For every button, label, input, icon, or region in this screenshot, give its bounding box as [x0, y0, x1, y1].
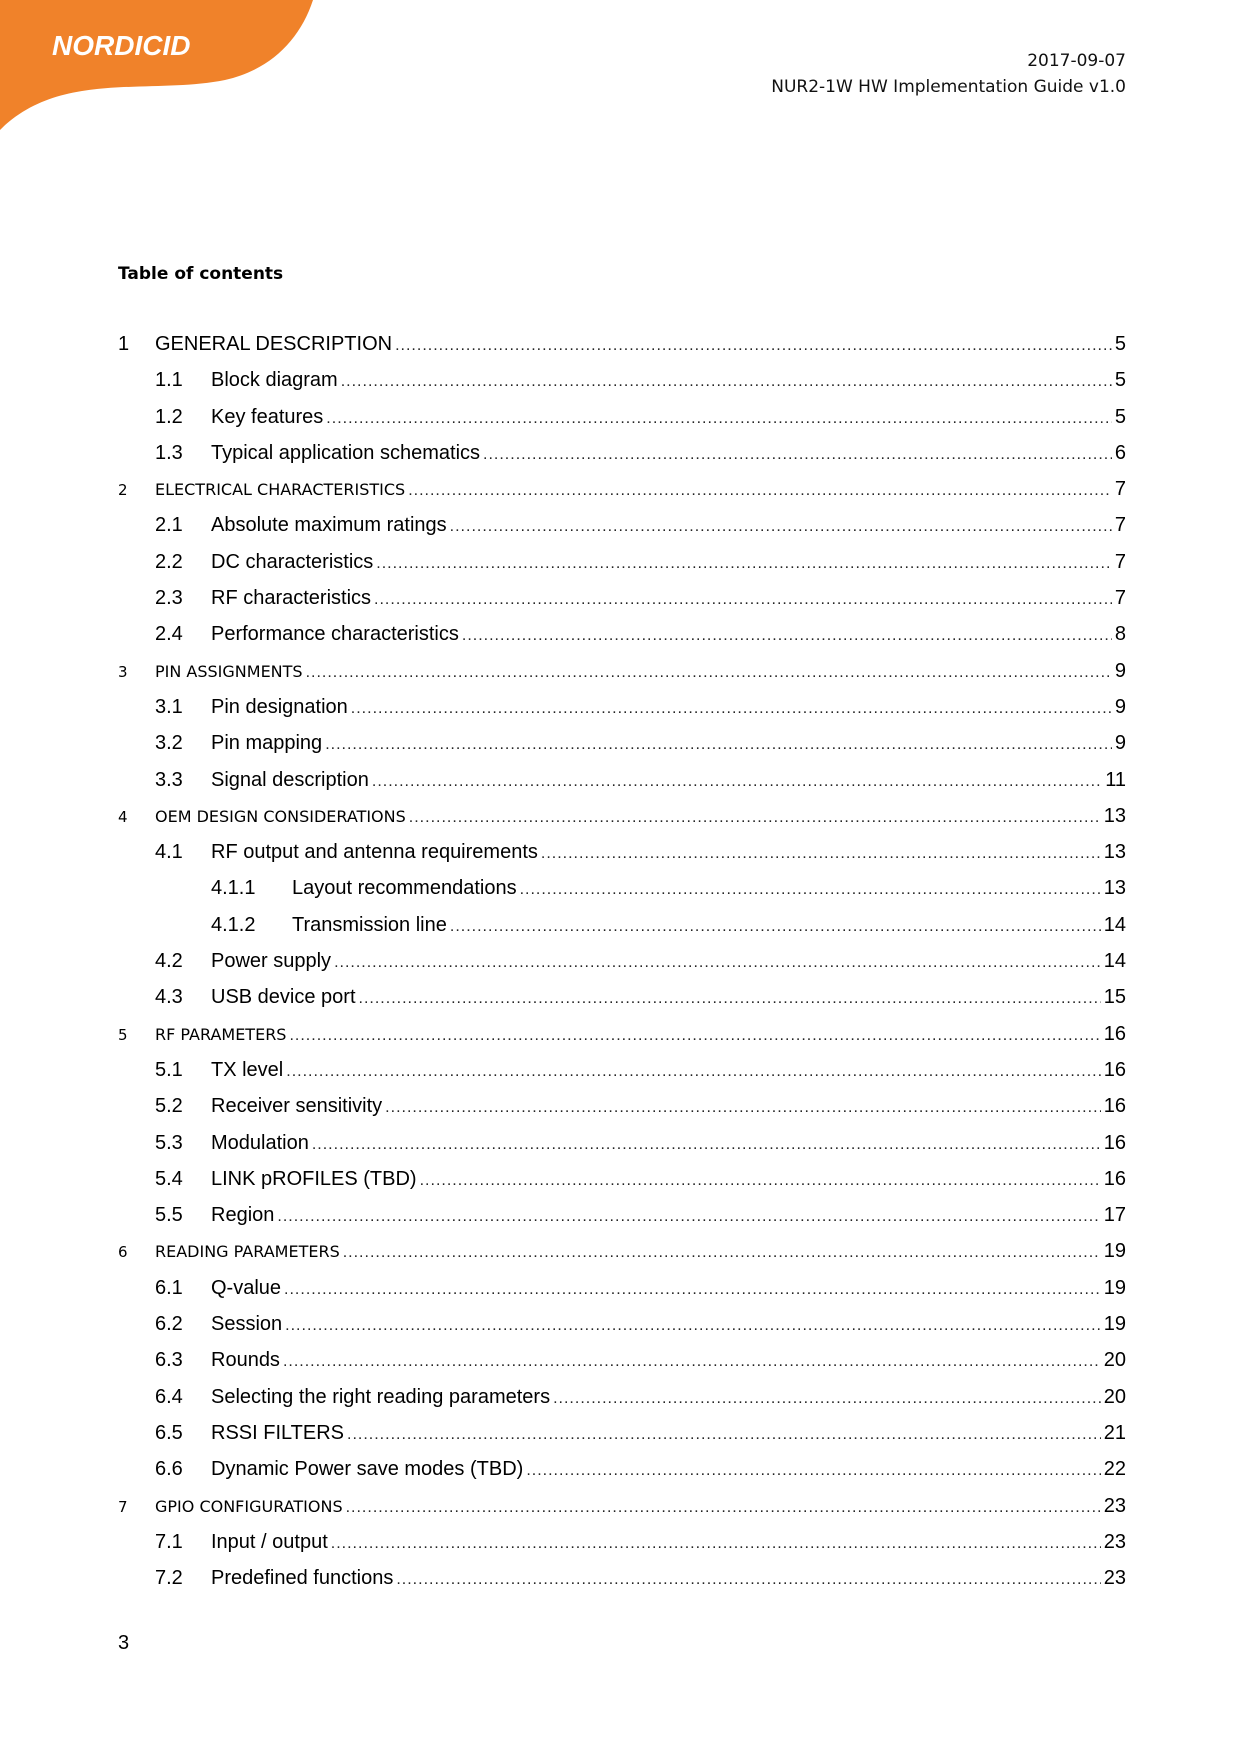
toc-dot-leader [331, 1535, 1101, 1553]
toc-entry-title: Power supply [211, 950, 332, 973]
toc-entry-page: 5 [1114, 333, 1126, 355]
toc-entry-page: 14 [1103, 913, 1126, 936]
toc-dot-leader [450, 918, 1101, 936]
page-number: 3 [118, 1632, 130, 1654]
toc-entry-page: 22 [1103, 1458, 1126, 1481]
toc-entry-title: Transmission line [292, 913, 447, 936]
toc-dot-leader [343, 1244, 1101, 1262]
toc-title: Table of contents [118, 264, 284, 284]
toc-dot-leader [359, 990, 1101, 1008]
toc-entry-number: 2.2 [155, 550, 183, 573]
toc-entry-page: 5 [1114, 405, 1126, 428]
toc-dot-leader [450, 518, 1112, 536]
toc-entry-page: 11 [1105, 768, 1126, 791]
toc-entry[interactable] [118, 1095, 1126, 1131]
toc-entry[interactable] [118, 732, 1126, 768]
toc-entry[interactable] [118, 660, 1126, 696]
nordicid-logo [0, 0, 320, 130]
toc-entry-number: 2.1 [155, 514, 183, 537]
toc-entry-title: USB device port [211, 986, 356, 1009]
toc-entry[interactable] [118, 478, 1126, 514]
toc-entry-number: 4.3 [155, 986, 183, 1009]
toc-entry-title: LINK pROFILES (TBD) [211, 1167, 417, 1190]
toc-entry[interactable] [118, 805, 1126, 841]
toc-entry-number: 5.5 [155, 1204, 183, 1227]
toc-entry-title: Typical application schematics [211, 441, 481, 464]
toc-entry-title: Modulation [211, 1131, 309, 1154]
toc-entry-title: Q-value [211, 1276, 282, 1299]
toc-entry[interactable] [118, 1240, 1126, 1276]
toc-entry-number: 1.3 [155, 441, 183, 464]
toc-entry-title: TX level [211, 1058, 284, 1081]
toc-entry-number: 4.1.2 [211, 913, 256, 936]
toc-entry-title: Signal description [211, 768, 369, 791]
toc-entry-number: 6 [118, 1243, 128, 1262]
toc-entry[interactable] [118, 1386, 1126, 1422]
toc-entry-number: 4.1.1 [211, 877, 256, 900]
toc-entry-page: 20 [1103, 1349, 1126, 1372]
toc-dot-leader [541, 845, 1101, 863]
toc-dot-leader [346, 1499, 1101, 1517]
toc-entry[interactable] [118, 1495, 1126, 1531]
logo-wordmark: NORDICID [52, 30, 191, 61]
toc-entry-number: 4 [118, 807, 128, 826]
toc-entry-page: 19 [1103, 1313, 1126, 1336]
toc-entry-number: 3.1 [155, 695, 183, 718]
toc-entry-number: 5.2 [155, 1095, 183, 1118]
toc-entry-page: 16 [1103, 1058, 1126, 1081]
toc-entry-title: RSSI FILTERS [211, 1421, 344, 1444]
toc-entry[interactable] [118, 1204, 1126, 1240]
toc-entry-page: 8 [1114, 623, 1126, 646]
toc-dot-leader [326, 410, 1112, 428]
toc-entry-page: 5 [1114, 369, 1126, 392]
toc-entry-page: 7 [1114, 587, 1126, 610]
toc-entry-page: 9 [1114, 732, 1126, 755]
toc-entry[interactable] [118, 1059, 1126, 1095]
header-doc-title: NUR2-1W HW Implementation Guide v1.0 [771, 77, 1126, 97]
toc-dot-leader [289, 1027, 1100, 1045]
toc-dot-leader [420, 1172, 1101, 1190]
toc-entry-page: 9 [1114, 695, 1126, 718]
toc-entry-title: Key features [211, 405, 324, 428]
toc-entry-number: 7.2 [155, 1567, 183, 1590]
toc-entry-page: 7 [1114, 550, 1126, 573]
toc-entry-title: Absolute maximum ratings [211, 514, 447, 537]
toc-entry[interactable] [118, 1422, 1126, 1458]
toc-dot-leader [347, 1426, 1101, 1444]
toc-entry-title: GENERAL DESCRIPTION [155, 333, 393, 355]
toc-dot-leader [334, 954, 1101, 972]
toc-entry-title: RF PARAMETERS [155, 1024, 287, 1044]
toc-dot-leader [286, 1063, 1101, 1081]
toc-entry[interactable] [118, 406, 1126, 442]
toc-entry-title: Predefined functions [211, 1567, 394, 1590]
toc-dot-leader [376, 555, 1112, 573]
toc-entry-title: Layout recommendations [292, 877, 517, 900]
toc-entry-title: Pin designation [211, 695, 348, 718]
toc-entry[interactable] [118, 442, 1126, 478]
toc-entry-page: 23 [1103, 1567, 1126, 1590]
toc-dot-leader [396, 1571, 1100, 1589]
toc-entry-page: 13 [1103, 877, 1126, 900]
toc-entry-title: Region [211, 1204, 275, 1227]
toc-entry-page: 21 [1103, 1421, 1126, 1444]
toc-entry[interactable] [118, 1023, 1126, 1059]
toc-entry-page: 16 [1103, 1022, 1126, 1045]
toc-entry[interactable] [118, 1458, 1126, 1494]
toc-entry[interactable] [118, 1531, 1126, 1567]
toc-entry-number: 3 [118, 662, 128, 681]
toc-entry[interactable] [118, 914, 1126, 950]
toc-entry-page: 15 [1103, 986, 1126, 1009]
toc-dot-leader [483, 446, 1112, 464]
toc-entry-number: 3.3 [155, 768, 183, 791]
toc-entry-page: 13 [1103, 841, 1126, 864]
toc-dot-leader [408, 482, 1112, 500]
toc-dot-leader [284, 1281, 1101, 1299]
toc-entry-page: 16 [1103, 1167, 1126, 1190]
toc-entry-number: 4.1 [155, 841, 183, 864]
toc-entry-number: 2.4 [155, 623, 183, 646]
toc-entry[interactable] [118, 551, 1126, 587]
toc-entry[interactable] [118, 514, 1126, 550]
toc-dot-leader [351, 700, 1112, 718]
toc-entry[interactable] [118, 1132, 1126, 1168]
toc-entry-title: Pin mapping [211, 732, 323, 755]
toc-entry-number: 5.1 [155, 1058, 183, 1081]
toc-entry-page: 9 [1114, 659, 1126, 682]
toc-entry-number: 7.1 [155, 1530, 183, 1553]
toc-entry-number: 6.5 [155, 1421, 183, 1444]
toc-entry-title: Dynamic Power save modes (TBD) [211, 1458, 524, 1481]
toc-entry-number: 1 [118, 333, 130, 355]
toc-entry[interactable] [118, 1168, 1126, 1204]
toc-entry-number: 1.2 [155, 405, 183, 428]
table-of-contents [118, 333, 1126, 1603]
toc-dot-leader [341, 373, 1112, 391]
toc-entry-title: READING PARAMETERS [155, 1242, 340, 1262]
toc-entry-number: 3.2 [155, 732, 183, 755]
toc-entry-number: 6.2 [155, 1313, 183, 1336]
toc-entry[interactable] [118, 623, 1126, 659]
toc-entry-number: 6.1 [155, 1276, 183, 1299]
toc-dot-leader [395, 337, 1112, 355]
toc-entry-number: 4.2 [155, 950, 183, 973]
toc-entry-number: 5 [118, 1025, 128, 1044]
toc-dot-leader [409, 809, 1101, 827]
toc-entry-title: PIN ASSIGNMENTS [155, 661, 303, 681]
toc-dot-leader [520, 881, 1101, 899]
toc-entry-page: 16 [1103, 1131, 1126, 1154]
toc-entry[interactable] [118, 841, 1126, 877]
page-header [771, 48, 1126, 100]
toc-entry[interactable] [118, 1349, 1126, 1385]
toc-entry-title: Block diagram [211, 369, 338, 392]
toc-entry-title: Receiver sensitivity [211, 1095, 383, 1118]
toc-entry-number: 6.3 [155, 1349, 183, 1372]
toc-dot-leader [277, 1208, 1100, 1226]
toc-entry-page: 20 [1103, 1385, 1126, 1408]
toc-dot-leader [462, 627, 1112, 645]
toc-entry-number: 2 [118, 481, 128, 500]
toc-entry-title: Session [211, 1313, 283, 1336]
toc-dot-leader [374, 591, 1112, 609]
toc-entry-page: 17 [1103, 1204, 1126, 1227]
toc-entry-page: 19 [1103, 1240, 1126, 1263]
toc-entry[interactable] [118, 333, 1126, 369]
toc-entry-title: Rounds [211, 1349, 280, 1372]
toc-dot-leader [553, 1390, 1101, 1408]
toc-entry-page: 14 [1103, 950, 1126, 973]
toc-entry-title: Input / output [211, 1530, 328, 1553]
toc-entry[interactable] [118, 369, 1126, 405]
toc-entry-number: 7 [118, 1497, 128, 1516]
toc-entry-title: Selecting the right reading parameters [211, 1385, 551, 1408]
toc-dot-leader [312, 1136, 1101, 1154]
toc-entry-number: 1.1 [155, 369, 183, 392]
toc-entry[interactable] [118, 950, 1126, 986]
toc-dot-leader [285, 1317, 1101, 1335]
toc-entry-page: 23 [1103, 1530, 1126, 1553]
toc-dot-leader [325, 736, 1112, 754]
toc-entry-title: OEM DESIGN CONSIDERATIONS [155, 806, 406, 826]
toc-entry-title: RF output and antenna requirements [211, 841, 538, 864]
toc-entry-page: 7 [1114, 478, 1126, 501]
toc-entry[interactable] [118, 696, 1126, 732]
toc-entry[interactable] [118, 769, 1126, 805]
toc-entry-title: DC characteristics [211, 550, 374, 573]
toc-dot-leader [526, 1462, 1100, 1480]
toc-entry-title: Performance characteristics [211, 623, 459, 646]
toc-entry[interactable] [118, 587, 1126, 623]
toc-entry-page: 13 [1103, 804, 1126, 827]
toc-entry[interactable] [118, 1277, 1126, 1313]
toc-entry[interactable] [118, 877, 1126, 913]
toc-dot-leader [372, 773, 1102, 791]
toc-entry-page: 6 [1114, 441, 1126, 464]
toc-entry[interactable] [118, 1313, 1126, 1349]
toc-dot-leader [385, 1099, 1101, 1117]
toc-entry-page: 23 [1103, 1494, 1126, 1517]
toc-entry-title: ELECTRICAL CHARACTERISTICS [155, 480, 406, 500]
toc-entry-title: RF characteristics [211, 587, 372, 610]
toc-entry-number: 6.6 [155, 1458, 183, 1481]
toc-entry-number: 5.4 [155, 1167, 183, 1190]
header-date: 2017-09-07 [1027, 51, 1126, 71]
toc-entry-title: GPIO CONFIGURATIONS [155, 1496, 343, 1516]
toc-entry-page: 7 [1114, 514, 1126, 537]
toc-entry-page: 19 [1103, 1276, 1126, 1299]
toc-entry-number: 6.4 [155, 1385, 183, 1408]
toc-dot-leader [283, 1353, 1101, 1371]
toc-entry-number: 5.3 [155, 1131, 183, 1154]
toc-entry-page: 16 [1103, 1095, 1126, 1118]
toc-dot-leader [306, 664, 1112, 682]
toc-entry[interactable] [118, 1567, 1126, 1603]
toc-entry-number: 2.3 [155, 587, 183, 610]
toc-entry[interactable] [118, 986, 1126, 1022]
